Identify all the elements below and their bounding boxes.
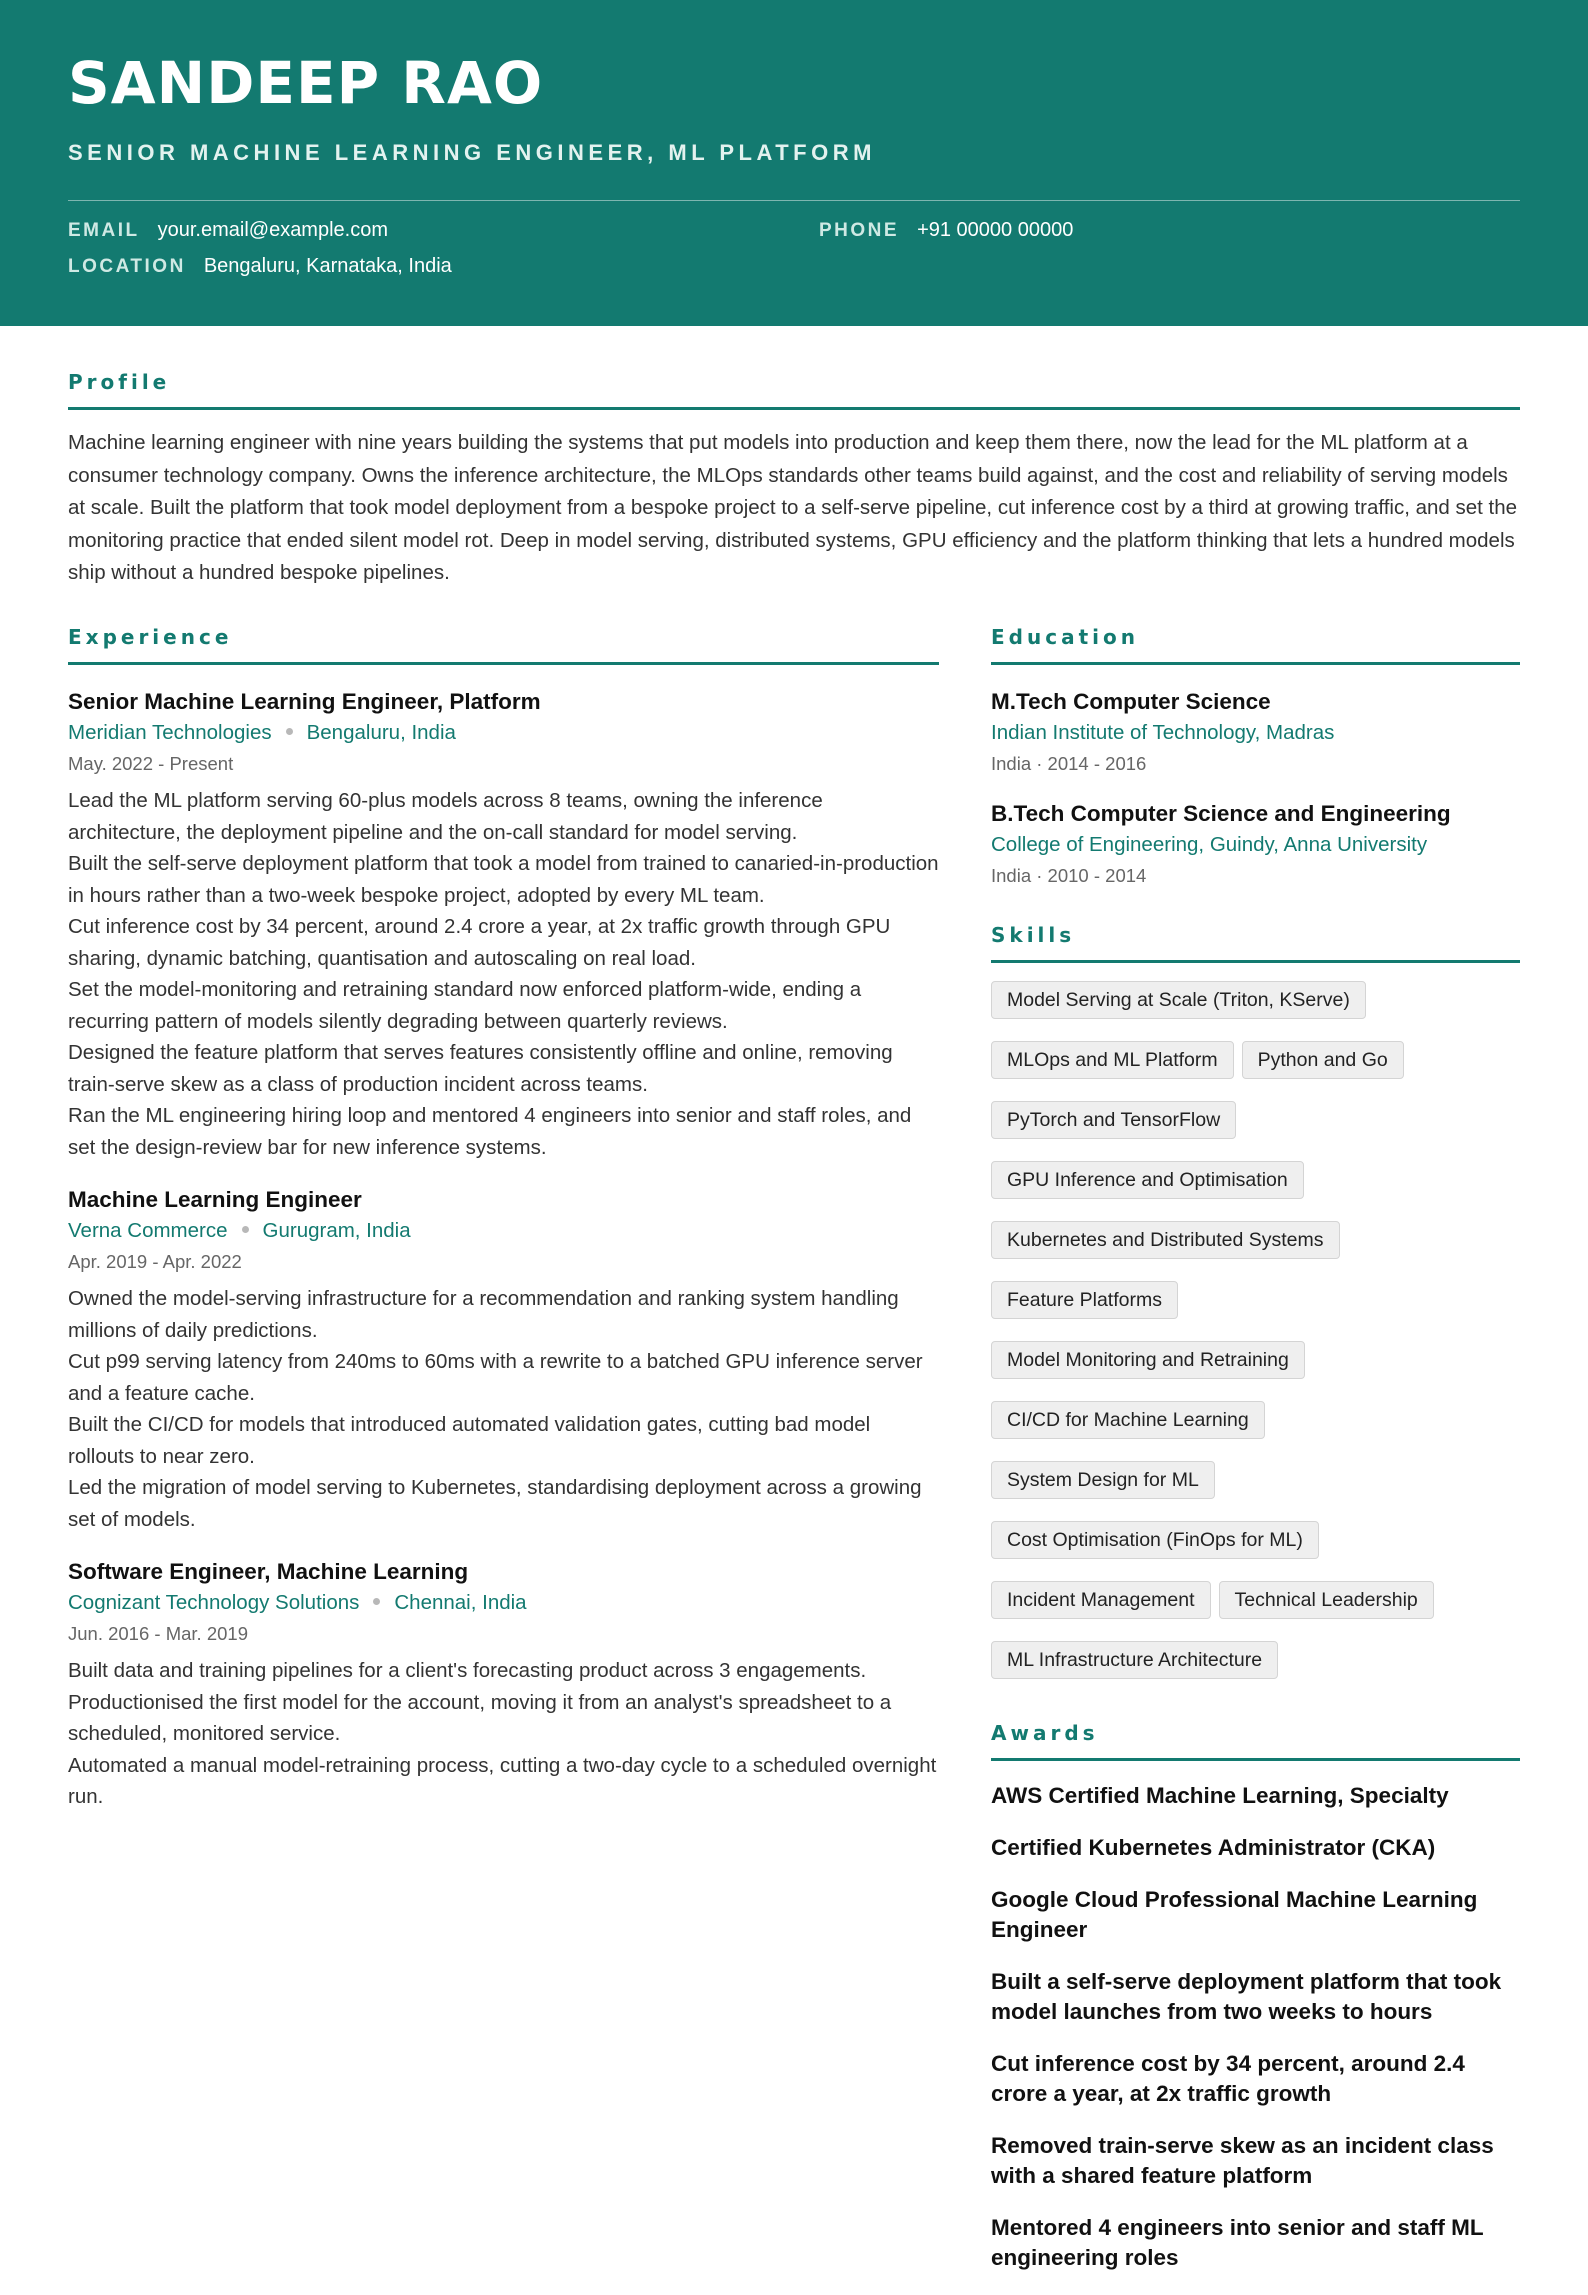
job-entry bbox=[68, 1185, 939, 1535]
job-meta bbox=[68, 1587, 939, 1619]
phone-value[interactable]: +91 00000 00000 bbox=[917, 219, 1074, 241]
job-company: Cognizant Technology Solutions bbox=[68, 1591, 360, 1614]
skill-chip: Model Monitoring and Retraining bbox=[991, 1341, 1305, 1379]
header-divider bbox=[68, 200, 1520, 201]
job-bullet: Lead the ML platform serving 60-plus models across 8 teams, owning the inference architecture, the deployment pipeline and the on-call standard for model serving. bbox=[68, 789, 823, 844]
skill-chip: System Design for ML bbox=[991, 1461, 1215, 1499]
sidebar-column bbox=[991, 625, 1520, 2295]
job-bullet: Automated a manual model-retraining process, cutting a two-day cycle to a scheduled overnight run. bbox=[68, 1753, 937, 1808]
skill-chip: MLOps and ML Platform bbox=[991, 1041, 1234, 1079]
candidate-title: SENIOR MACHINE LEARNING ENGINEER, ML PLATFORM bbox=[68, 140, 876, 165]
job-bullet: Built the CI/CD for models that introduced automated validation gates, cutting bad model rollouts to near zero. bbox=[68, 1413, 871, 1468]
candidate-name: SANDEEP RAO bbox=[68, 49, 544, 117]
job-meta bbox=[68, 717, 939, 749]
awards-list bbox=[991, 1781, 1520, 2273]
education-entry bbox=[991, 799, 1520, 891]
job-title: Senior Machine Learning Engineer, Platform bbox=[68, 689, 541, 714]
separator-dot-icon bbox=[286, 728, 293, 735]
profile-heading: Profile bbox=[68, 370, 1520, 410]
award-item: Removed train-serve skew as an incident class with a shared feature platform bbox=[991, 2133, 1494, 2188]
experience-section bbox=[68, 625, 939, 1813]
location-label: LOCATION bbox=[68, 256, 186, 277]
award-item: Built a self-serve deployment platform that took model launches from two weeks to hours bbox=[991, 1969, 1502, 2024]
separator-dot-icon bbox=[242, 1226, 249, 1233]
skill-chip: Model Serving at Scale (Triton, KServe) bbox=[991, 981, 1366, 1019]
job-bullet: Led the migration of model serving to Kubernetes, standardising deployment across a growing set of models. bbox=[68, 1476, 922, 1531]
job-bullet: Owned the model-serving infrastructure for a recommendation and ranking system handling millions of daily predictions. bbox=[68, 1287, 899, 1342]
skill-chip: PyTorch and TensorFlow bbox=[991, 1101, 1236, 1139]
skills-heading: Skills bbox=[991, 923, 1520, 963]
skills-list bbox=[991, 981, 1520, 1679]
job-bullet: Built the self-serve deployment platform that took a model from trained to canaried-in-production in hours rather than a two-week bespoke project, adopted by every ML team. bbox=[68, 852, 939, 907]
contact-block bbox=[68, 219, 1520, 299]
job-bullet: Designed the feature platform that serves features consistently offline and online, removing train-serve skew as a class of production incident across teams. bbox=[68, 1041, 893, 1096]
resume-header bbox=[0, 0, 1588, 326]
awards-heading: Awards bbox=[991, 1721, 1520, 1761]
job-bullets bbox=[68, 785, 939, 1163]
skill-chip: Feature Platforms bbox=[991, 1281, 1178, 1319]
award-item: Google Cloud Professional Machine Learning Engineer bbox=[991, 1887, 1478, 1942]
awards-section bbox=[991, 1721, 1520, 2273]
contact-email bbox=[68, 219, 388, 242]
school-name: Indian Institute of Technology, Madras bbox=[991, 721, 1335, 744]
job-entry bbox=[68, 1557, 939, 1813]
profile-section bbox=[68, 370, 1520, 590]
education-meta: India · 2010 - 2014 bbox=[991, 865, 1147, 886]
education-meta: India · 2014 - 2016 bbox=[991, 753, 1147, 774]
award-item: Cut inference cost by 34 percent, around 2.4 crore a year, at 2x traffic growth bbox=[991, 2051, 1465, 2106]
job-bullet: Built data and training pipelines for a client's forecasting product across 3 engagements. bbox=[68, 1659, 867, 1682]
experience-heading: Experience bbox=[68, 625, 939, 665]
job-meta bbox=[68, 1215, 939, 1247]
skill-chip: Technical Leadership bbox=[1219, 1581, 1434, 1619]
award-item: Mentored 4 engineers into senior and staff ML engineering roles bbox=[991, 2215, 1484, 2270]
job-bullet: Cut p99 serving latency from 240ms to 60ms with a rewrite to a batched GPU inference server and a feature cache. bbox=[68, 1350, 923, 1405]
job-location: Chennai, India bbox=[394, 1591, 527, 1614]
award-item: AWS Certified Machine Learning, Specialty bbox=[991, 1783, 1449, 1808]
job-title: Software Engineer, Machine Learning bbox=[68, 1559, 469, 1584]
skill-chip: Kubernetes and Distributed Systems bbox=[991, 1221, 1340, 1259]
skill-chip: Incident Management bbox=[991, 1581, 1211, 1619]
school-name: College of Engineering, Guindy, Anna University bbox=[991, 833, 1428, 856]
job-bullet: Cut inference cost by 34 percent, around 2.4 crore a year, at 2x traffic growth through GPU sharing, dynamic batching, quantisation and autoscaling on real load. bbox=[68, 915, 891, 970]
job-bullet: Ran the ML engineering hiring loop and mentored 4 engineers into senior and staff roles, and set the design-review bar for new inference systems. bbox=[68, 1104, 912, 1159]
job-bullet: Productionised the first model for the account, moving it from an analyst's spreadsheet to a scheduled, monitored service. bbox=[68, 1690, 892, 1745]
job-bullets bbox=[68, 1655, 939, 1813]
education-section bbox=[991, 625, 1520, 891]
degree-title: M.Tech Computer Science bbox=[991, 689, 1271, 714]
separator-dot-icon bbox=[373, 1598, 380, 1605]
job-location: Bengaluru, India bbox=[306, 721, 456, 744]
job-dates: Jun. 2016 - Mar. 2019 bbox=[68, 1623, 248, 1644]
job-company: Meridian Technologies bbox=[68, 721, 272, 744]
email-label: EMAIL bbox=[68, 220, 140, 241]
profile-text: Machine learning engineer with nine years building the systems that put models into production and keep them there, now the lead for the ML platform at a consumer technology company. Owns the inference architecture, the MLOps standards other teams build against, and the cost and reliability of serving models at scale. Built the platform that took model deployment from a bespoke project to a self-serve pipeline, cut inference cost by a third at growing traffic, and set the monitoring practice that ended silent model rot. Deep in model serving, distributed systems, GPU efficiency and the platform thinking that lets a hundred models ship without a hundred bespoke pipelines. bbox=[68, 431, 1518, 584]
award-item: Certified Kubernetes Administrator (CKA) bbox=[991, 1835, 1436, 1860]
contact-location bbox=[68, 255, 452, 278]
skill-chip: ML Infrastructure Architecture bbox=[991, 1641, 1278, 1679]
job-entry bbox=[68, 687, 939, 1163]
job-dates: Apr. 2019 - Apr. 2022 bbox=[68, 1251, 242, 1272]
job-bullets bbox=[68, 1283, 939, 1535]
location-value: Bengaluru, Karnataka, India bbox=[203, 255, 452, 277]
job-bullet: Set the model-monitoring and retraining standard now enforced platform-wide, ending a recurring pattern of models silently degrading between quarterly reviews. bbox=[68, 978, 862, 1033]
education-entry bbox=[991, 687, 1520, 779]
job-dates: May. 2022 - Present bbox=[68, 753, 234, 774]
skills-section bbox=[991, 923, 1520, 1679]
skill-chip: CI/CD for Machine Learning bbox=[991, 1401, 1265, 1439]
degree-title: B.Tech Computer Science and Engineering bbox=[991, 801, 1451, 826]
education-heading: Education bbox=[991, 625, 1520, 665]
job-title: Machine Learning Engineer bbox=[68, 1187, 362, 1212]
job-location: Gurugram, India bbox=[262, 1219, 411, 1242]
job-company: Verna Commerce bbox=[68, 1219, 228, 1242]
skill-chip: Python and Go bbox=[1242, 1041, 1404, 1079]
skill-chip: Cost Optimisation (FinOps for ML) bbox=[991, 1521, 1319, 1559]
phone-label: PHONE bbox=[819, 220, 900, 241]
email-value[interactable]: your.email@example.com bbox=[157, 219, 388, 241]
contact-phone bbox=[819, 219, 1073, 242]
skill-chip: GPU Inference and Optimisation bbox=[991, 1161, 1304, 1199]
